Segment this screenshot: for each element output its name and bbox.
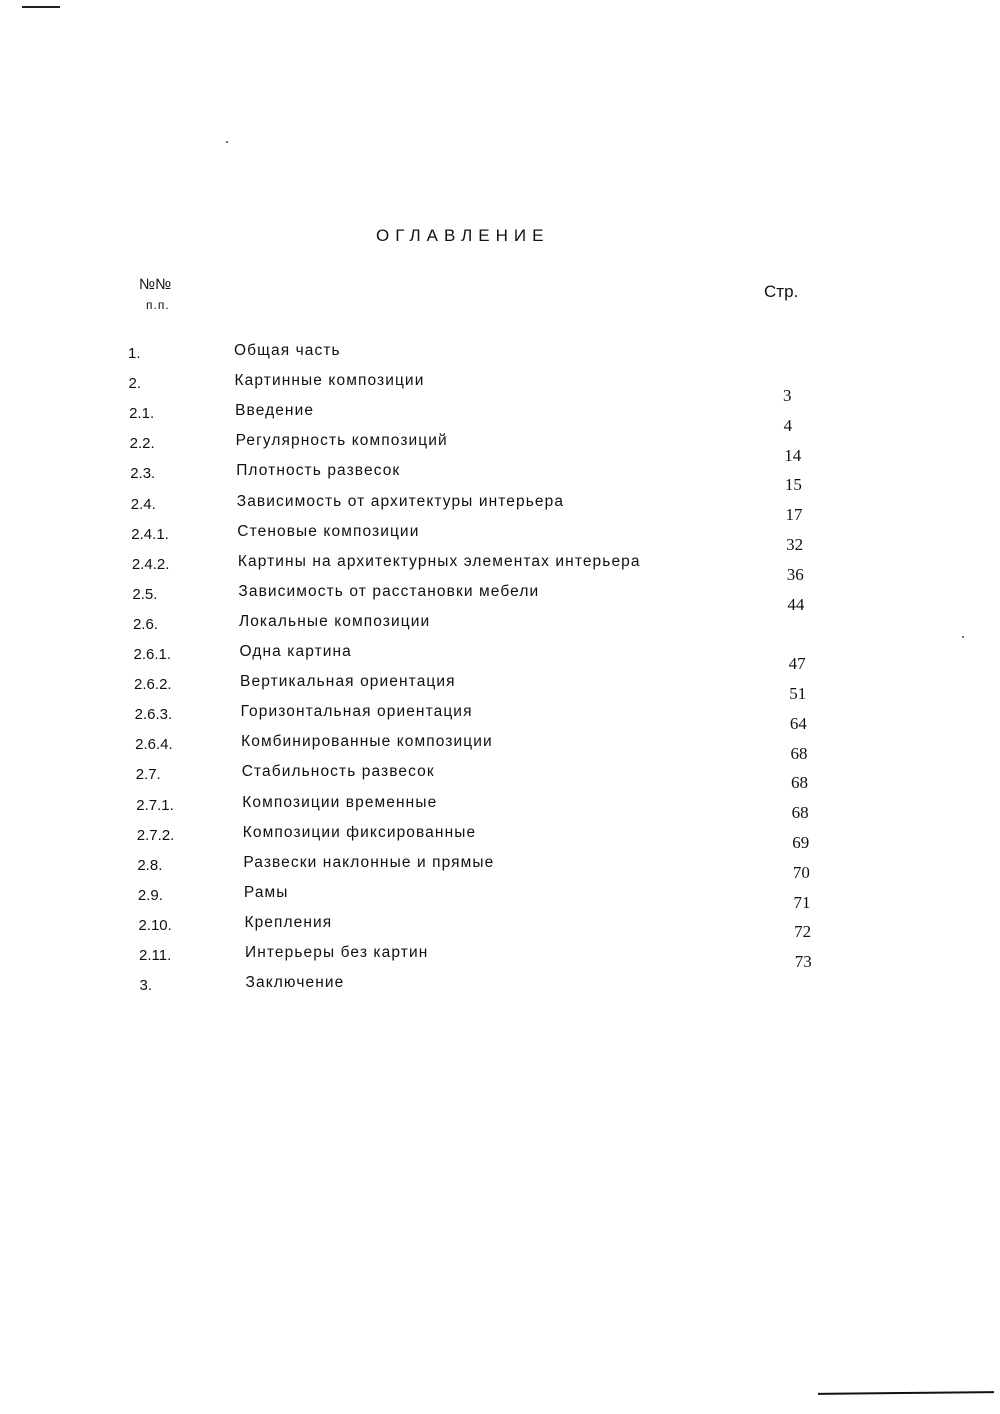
toc-entry-title: Стабильность развесок xyxy=(241,763,435,781)
toc-entry-page: 14 xyxy=(784,445,802,465)
toc-entry-page: 4 xyxy=(783,415,793,435)
toc-entry-number: 2.4.1. xyxy=(131,525,169,543)
toc-entry-title: Крепления xyxy=(244,913,333,931)
toc-entry-page: 70 xyxy=(792,862,810,882)
toc-entry-page: 44 xyxy=(787,594,805,614)
toc-entry-number: 2.6.4. xyxy=(135,736,173,754)
toc-entry-title: Зависимость от архитектуры интерьера xyxy=(236,492,565,510)
toc-entry-title: Зависимость от расстановки мебели xyxy=(238,582,540,600)
toc-entry-number: 2.5. xyxy=(132,585,158,603)
toc-entry-number: 2.2. xyxy=(129,435,155,453)
toc-entry-title: Картинные композиции xyxy=(234,372,425,390)
toc-entry-page: 73 xyxy=(794,952,812,972)
toc-entry-number: 2.1. xyxy=(129,405,155,423)
toc-entry-title: Композиции временные xyxy=(242,793,438,811)
toc-entry-title: Рамы xyxy=(243,883,289,901)
toc-entry-page: 68 xyxy=(791,773,809,793)
toc-entry-title: Регулярность композиций xyxy=(235,432,448,450)
toc-entry-number: 2.7.1. xyxy=(136,796,174,814)
toc-entry-page: 47 xyxy=(788,654,806,674)
toc-entry-title: Комбинированные композиции xyxy=(241,733,493,751)
toc-entry-page: 68 xyxy=(791,803,809,823)
toc-entry-title: Развески наклонные и прямые xyxy=(243,853,495,871)
toc-entry-number: 2.8. xyxy=(137,856,163,874)
toc-entry-title: Введение xyxy=(235,402,315,420)
toc-entry-page: 72 xyxy=(794,922,812,942)
toc-entry-number: 2.6.1. xyxy=(133,646,172,663)
toc-entry-number: 3. xyxy=(139,977,153,995)
toc-entry-page: 3 xyxy=(783,386,792,405)
toc-entry-number: 2.9. xyxy=(137,886,163,904)
toc-entry-number: 2.4. xyxy=(130,495,156,513)
toc-entry-number: 2.11. xyxy=(139,947,172,964)
toc-entry-page: 32 xyxy=(786,535,804,554)
toc-entry-page: 17 xyxy=(785,505,803,525)
toc-entry-title: Горизонтальная ориентация xyxy=(240,703,473,721)
toc-entry-title: Общая часть xyxy=(234,342,341,359)
toc-entry-number: 2.4.2. xyxy=(131,555,170,573)
toc-entry-title: Интерьеры без картин xyxy=(245,944,429,961)
toc-entry-title: Вертикальная ориентация xyxy=(240,673,456,691)
toc-entry-page: 36 xyxy=(786,564,804,584)
toc-entry-page: 69 xyxy=(792,833,810,852)
toc-entry-number: 1. xyxy=(128,345,141,362)
toc-entry-title: Композиции фиксированные xyxy=(242,823,477,841)
toc-entry-number: 2.6.2. xyxy=(134,676,172,694)
toc-entry-title: Одна картина xyxy=(239,643,352,660)
toc-entry-title: Заключение xyxy=(245,974,345,992)
toc-entry-title: Плотность развесок xyxy=(236,462,401,480)
toc-entry-title: Локальные композиции xyxy=(238,612,431,630)
toc-entry-page: 51 xyxy=(789,684,807,703)
toc-entry-number: 2. xyxy=(128,375,142,393)
toc-entry-number: 2.7.2. xyxy=(136,826,175,844)
toc-entry-page: 64 xyxy=(789,713,807,733)
toc-entry-number: 2.6.3. xyxy=(134,706,173,724)
toc-entry-number: 2.7. xyxy=(135,766,161,784)
toc-entry-number: 2.6. xyxy=(132,615,158,633)
number-column-header: №№ xyxy=(139,276,172,293)
toc-entry-title: Картины на архитектурных элементах интерьера xyxy=(237,552,641,570)
toc-heading: ОГЛАВЛЕНИЕ xyxy=(376,226,550,245)
toc-entry-number: 2.3. xyxy=(130,465,156,483)
toc-entry-page: 15 xyxy=(784,475,802,495)
toc-entry-title: Стеновые композиции xyxy=(237,522,420,540)
number-column-subheader: п.п. xyxy=(146,298,170,312)
toc-entry-page: 71 xyxy=(793,892,811,912)
toc-entry-page: 68 xyxy=(790,743,808,763)
page-column-header: Стр. xyxy=(764,282,799,301)
toc-entry-number: 2.10. xyxy=(138,916,172,934)
